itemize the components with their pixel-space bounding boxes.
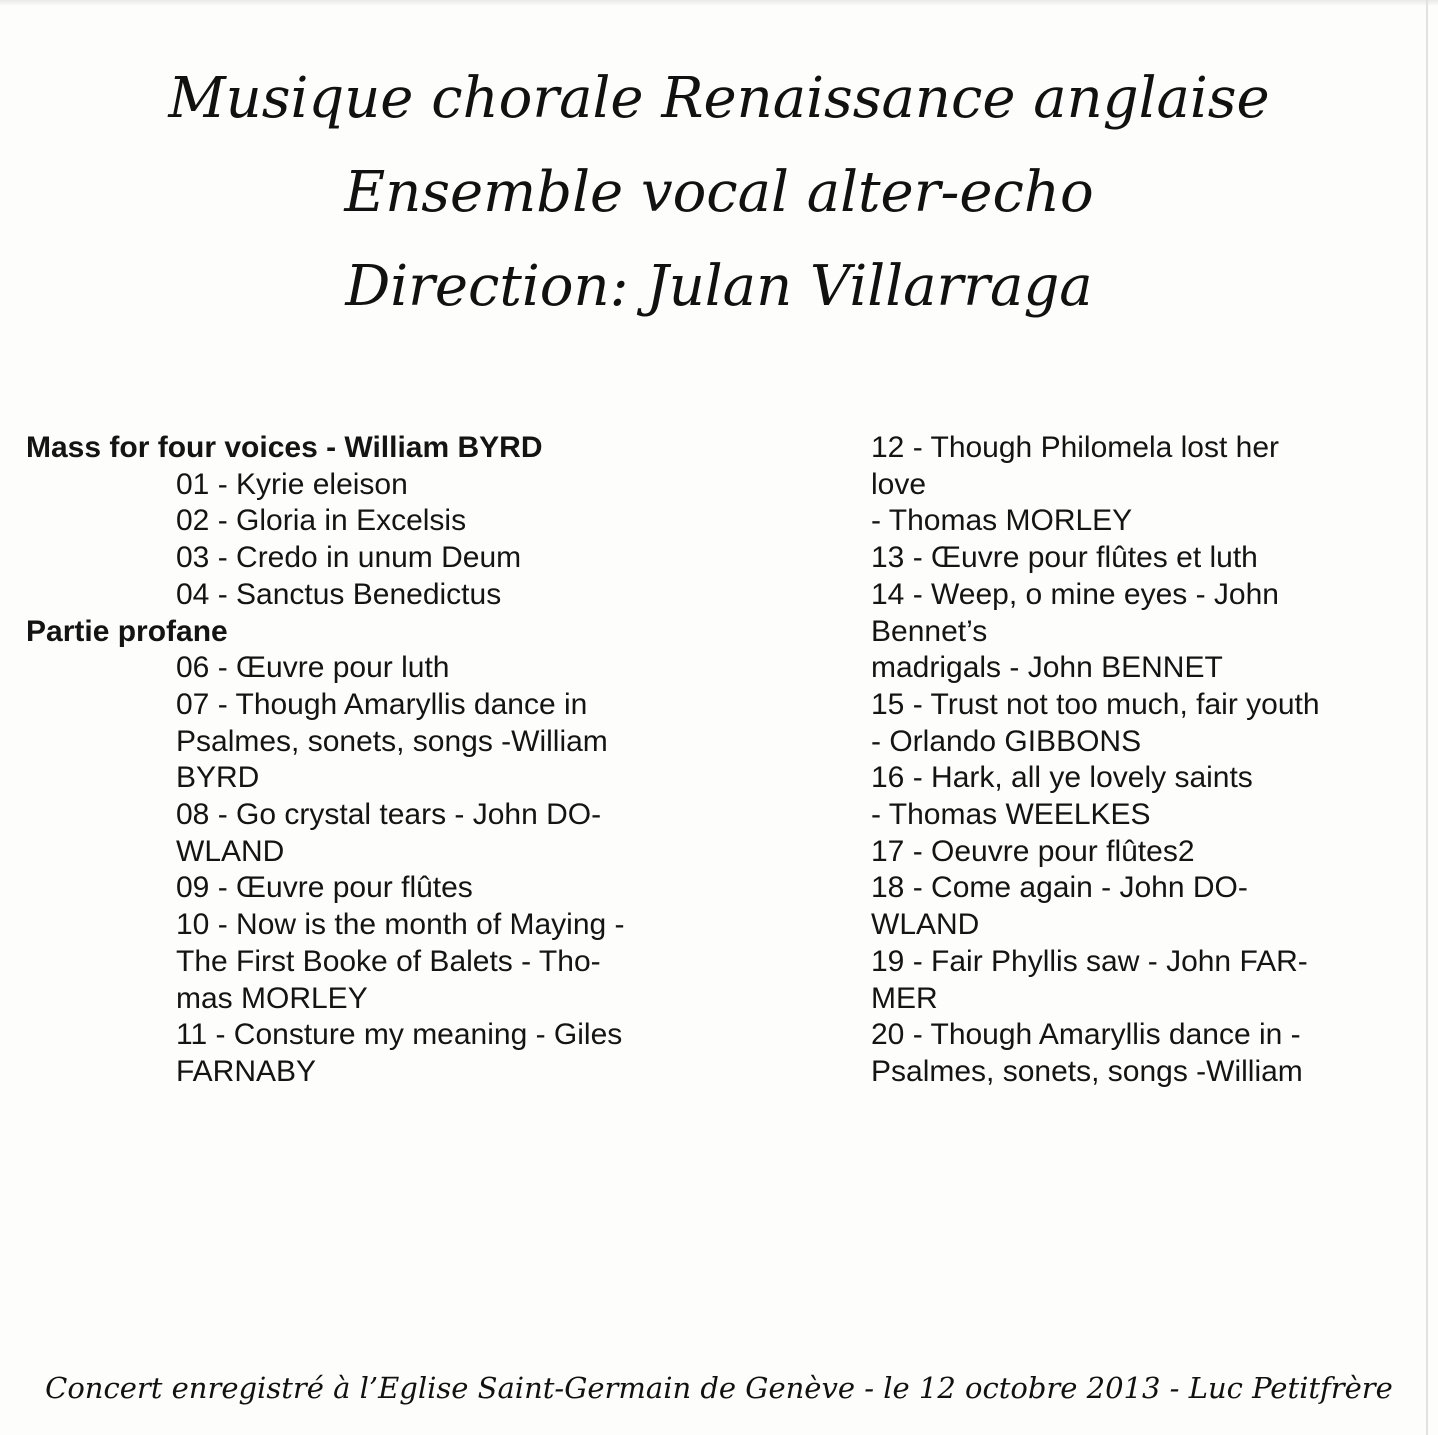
track-line: 01 - Kyrie eleison xyxy=(176,467,408,501)
track-line: 12 - Though Philomela lost her xyxy=(871,431,1280,464)
track-line: - Thomas WEELKES xyxy=(871,798,1151,832)
track-line: 17 - Oeuvre pour flûtes2 xyxy=(871,834,1195,868)
track-line: 07 - Though Amaryllis dance in xyxy=(176,687,588,721)
track-line: 02 - Gloria in Excelsis xyxy=(176,504,467,538)
track-line: 14 - Weep, o mine eyes - John xyxy=(871,577,1279,611)
track-line: 18 - Come again - John DO- xyxy=(871,871,1248,905)
track-item xyxy=(26,907,726,1017)
track-item xyxy=(26,650,726,687)
track-line: 11 - Consture my meaning - Giles xyxy=(176,1018,623,1052)
header-direction: Direction: Julan Villarraga xyxy=(345,254,1093,319)
track-line: mas MORLEY xyxy=(176,981,368,1015)
track-line: 06 - Œuvre pour luth xyxy=(176,651,450,685)
tracklist-left xyxy=(26,430,726,1091)
track-item xyxy=(26,870,726,907)
track-line: madrigals - John BENNET xyxy=(871,651,1223,685)
track-line: WLAND xyxy=(871,908,980,942)
track-line: 13 - Œuvre pour flûtes et luth xyxy=(871,541,1258,575)
header-ensemble: Ensemble vocal alter-echo xyxy=(344,160,1094,225)
track-line: MER xyxy=(871,981,938,1015)
track-line: 16 - Hark, all ye lovely saints xyxy=(871,761,1253,795)
profane-track-list xyxy=(26,650,726,1090)
section-title-profane: Partie profane xyxy=(26,614,228,648)
recording-credit: Concert enregistré à l’Eglise Saint-Germain de Genève - le 12 octobre 2013 - Luc Petitfrère xyxy=(45,1371,1393,1405)
track-line: - Thomas MORLEY xyxy=(871,504,1133,538)
track-line: The First Booke of Balets - Tho- xyxy=(176,944,601,978)
track-line: Bennet’s xyxy=(871,614,988,648)
header xyxy=(0,52,1438,334)
tracklist-right xyxy=(871,430,1411,1091)
track-line: FARNABY xyxy=(176,1054,317,1088)
track-line: 15 - Trust not too much, fair youth xyxy=(871,687,1320,721)
track-item xyxy=(26,577,726,614)
track-item xyxy=(26,503,726,540)
track-line: - Orlando GIBBONS xyxy=(871,724,1142,758)
track-line: Psalmes, sonets, songs -William xyxy=(871,1054,1303,1088)
scan-top-edge xyxy=(0,0,1438,6)
track-line: WLAND xyxy=(176,834,285,868)
track-line: love xyxy=(871,467,927,501)
track-line: 10 - Now is the month of Maying - xyxy=(176,908,625,942)
track-line: 20 - Though Amaryllis dance in - xyxy=(871,1018,1301,1052)
track-item xyxy=(26,1017,726,1090)
track-line: 08 - Go crystal tears - John DO- xyxy=(176,798,602,832)
section-title-mass: Mass for four voices - William BYRD xyxy=(26,431,543,464)
track-line: 04 - Sanctus Benedictus xyxy=(176,577,502,611)
track-line: BYRD xyxy=(176,761,260,795)
track-line: Psalmes, sonets, songs -William xyxy=(176,724,608,758)
track-item xyxy=(26,797,726,870)
track-line: 19 - Fair Phyllis saw - John FAR- xyxy=(871,944,1308,978)
mass-track-list xyxy=(26,467,726,614)
track-item xyxy=(26,467,726,504)
track-line: 03 - Credo in unum Deum xyxy=(176,541,522,575)
track-line: 09 - Œuvre pour flûtes xyxy=(176,871,473,905)
track-item xyxy=(26,540,726,577)
header-title: Musique chorale Renaissance anglaise xyxy=(168,66,1270,131)
track-item xyxy=(26,687,726,797)
